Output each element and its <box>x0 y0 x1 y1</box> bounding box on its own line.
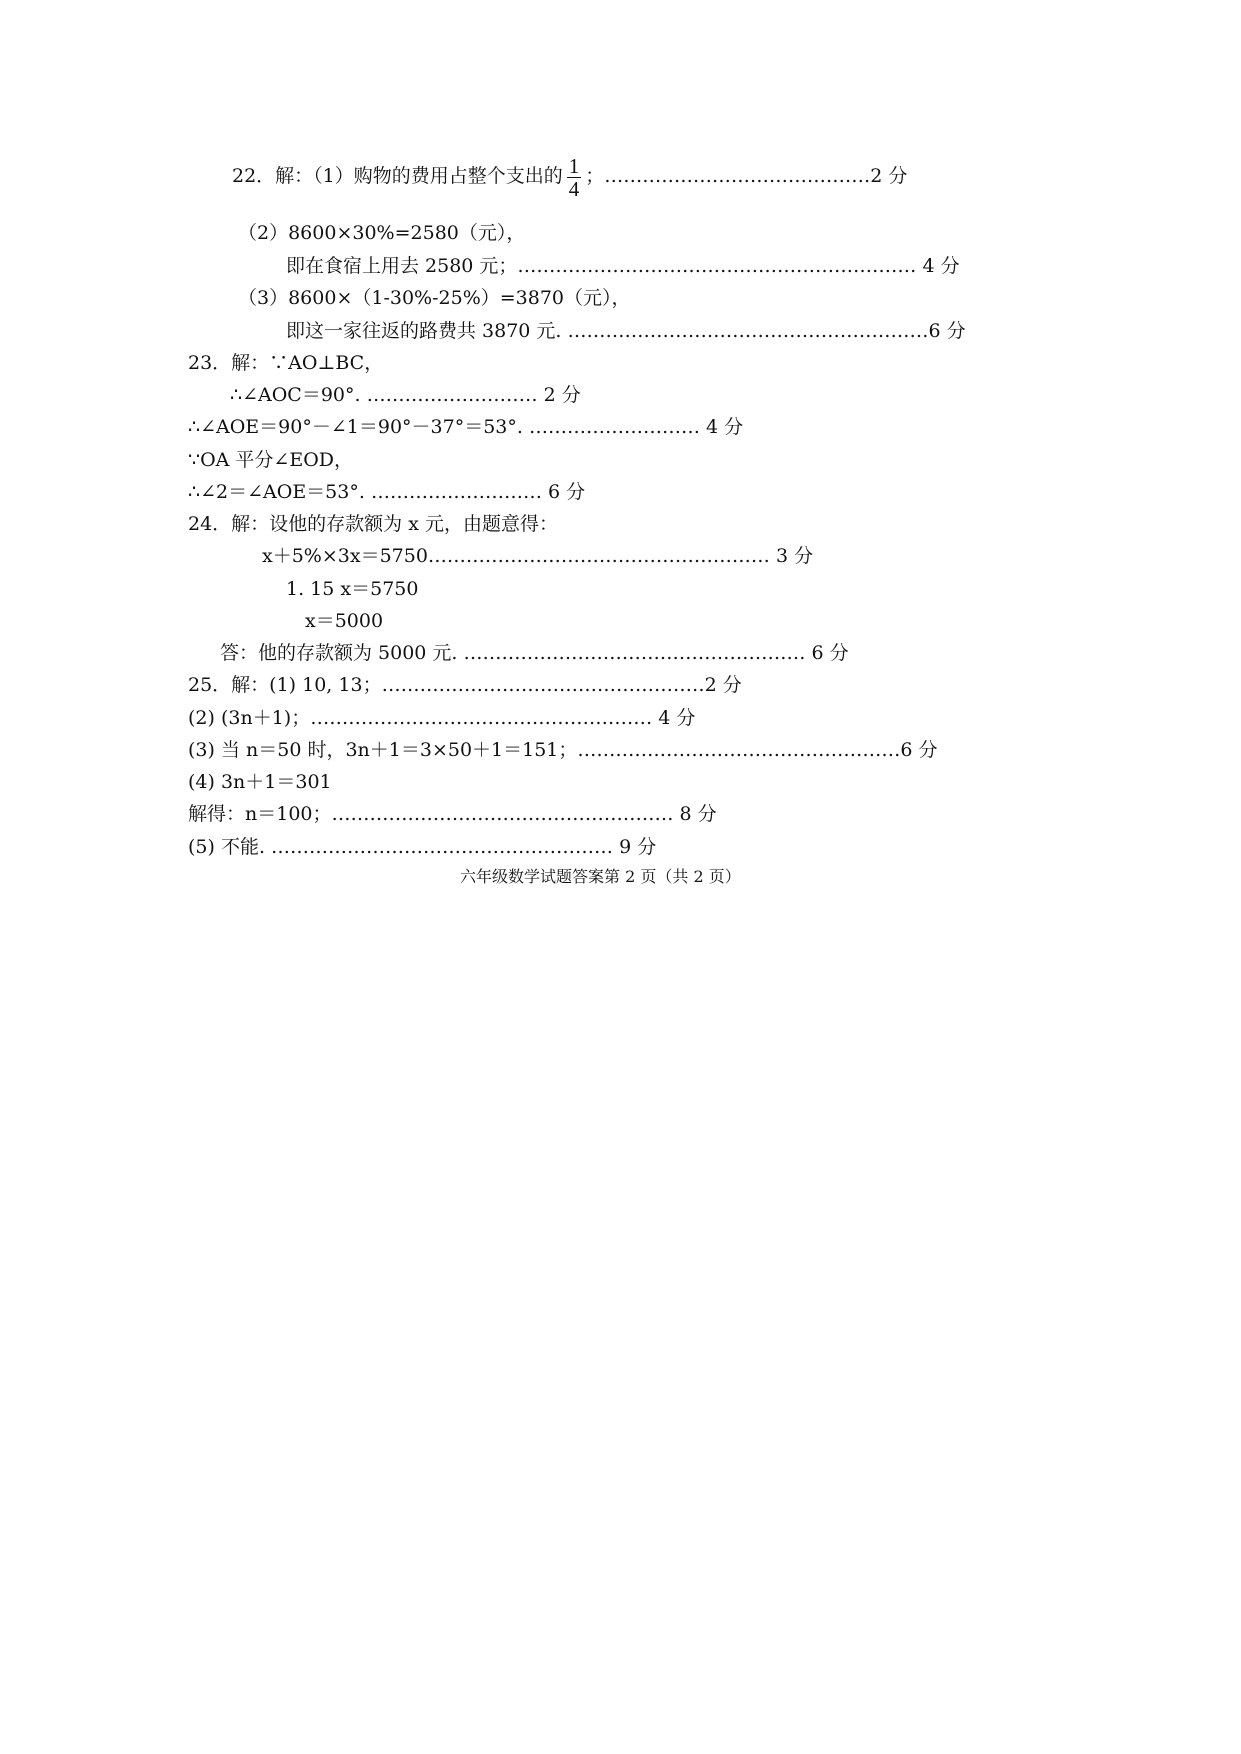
answer-22-part1-score: ；……………………………………2 分 <box>585 165 908 187</box>
answer-22-part2: （2）8600×30%=2580（元）， <box>238 222 526 244</box>
answer-22-part3: （3）8600×（1-30%-25%）=3870（元）， <box>238 287 631 309</box>
answer-23-line4: ∵OA 平分∠EOD， <box>188 449 354 471</box>
answer-22-part2-conclusion: 即在食宿上用去 2580 元；……………………………………………………… 4 分 <box>286 255 960 277</box>
answer-22-part3-conclusion: 即这一家往返的路费共 3870 元. …………………………………………………6 分 <box>286 320 966 342</box>
answer-25-part3: (3) 当 n＝50 时，3n＋1＝3×50＋1＝151；……………………………………………6 分 <box>188 739 938 761</box>
answer-24-equation: x＋5%×3x＝5750……………………………………………… 3 分 <box>262 545 814 567</box>
answer-22-part1 <box>232 146 907 206</box>
answer-23-line2: ∴∠AOC＝90°. ……………………… 2 分 <box>230 384 581 406</box>
answer-25-part4: (4) 3n＋1＝301 <box>188 771 332 793</box>
answer-24-step2: x＝5000 <box>305 610 384 632</box>
answer-24-answer: 答：他的存款额为 5000 元. ……………………………………………… 6 分 <box>220 642 849 664</box>
answer-23-line1: 23．解：∵AO⊥BC， <box>188 352 384 374</box>
answer-23-line5: ∴∠2＝∠AOE＝53°. ……………………… 6 分 <box>188 481 586 503</box>
fraction-one-quarter <box>567 155 582 200</box>
answer-25-part5: (5) 不能. ……………………………………………… 9 分 <box>188 836 657 858</box>
fraction-denominator: 4 <box>568 176 580 201</box>
fraction-numerator: 1 <box>568 153 580 178</box>
answer-23-line3: ∴∠AOE＝90°－∠1＝90°－37°＝53°. ……………………… 4 分 <box>188 416 744 438</box>
answer-25-part1: 25．解：(1) 10, 13；……………………………………………2 分 <box>188 674 742 696</box>
answer-24-line1: 24．解：设他的存款额为 x 元，由题意得： <box>188 513 558 535</box>
answer-22-part1-text: 22．解：（1）购物的费用占整个支出的 <box>232 165 563 187</box>
answer-24-step1: 1. 15 x＝5750 <box>286 578 419 600</box>
answer-25-part2: (2) (3n＋1)；……………………………………………… 4 分 <box>188 707 696 729</box>
page-footer: 六年级数学试题答案第 2 页（共 2 页） <box>460 867 741 886</box>
answer-25-part4-solution: 解得：n＝100；……………………………………………… 8 分 <box>188 803 717 825</box>
